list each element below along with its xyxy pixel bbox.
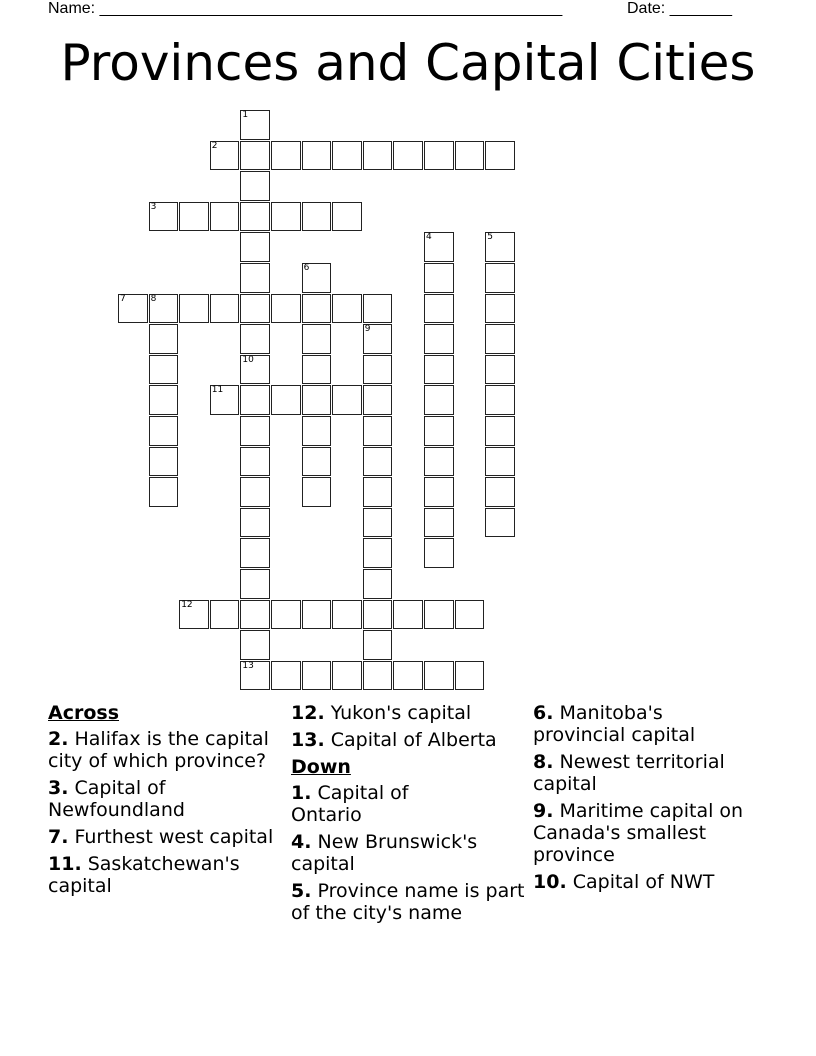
grid-cell[interactable] — [363, 355, 393, 385]
grid-cell[interactable] — [424, 447, 454, 477]
grid-cell[interactable] — [240, 447, 270, 477]
grid-cell[interactable] — [118, 294, 148, 324]
grid-cell[interactable] — [363, 630, 393, 660]
grid-cell[interactable] — [485, 141, 515, 171]
grid-cell[interactable] — [302, 324, 332, 354]
grid-cell[interactable] — [240, 630, 270, 660]
clue-across-13: 13. Capital of Alberta — [291, 729, 497, 751]
grid-cell[interactable] — [332, 385, 362, 415]
grid-cell[interactable] — [240, 385, 270, 415]
grid-cell[interactable] — [179, 294, 209, 324]
down-heading: Down — [291, 756, 351, 778]
grid-cell[interactable] — [149, 385, 179, 415]
clue-number-label: 7 — [120, 293, 126, 304]
clue-across-7: 7. Furthest west capital — [48, 826, 274, 848]
grid-cell[interactable] — [485, 508, 515, 538]
grid-cell[interactable] — [363, 294, 393, 324]
clue-down-1: 1. Capital of Ontario — [291, 782, 409, 826]
grid-cell[interactable] — [424, 661, 454, 691]
grid-cell[interactable] — [240, 294, 270, 324]
grid-cell[interactable] — [363, 477, 393, 507]
grid-cell[interactable] — [363, 385, 393, 415]
clue-number-label: 6 — [303, 263, 310, 273]
date-field-label: Date: _______ — [627, 0, 732, 17]
clue-number-label: 12 — [181, 599, 193, 610]
grid-cell[interactable] — [210, 385, 240, 415]
grid-cell[interactable] — [271, 661, 301, 691]
clue-number-label: 1 — [242, 110, 249, 120]
grid-cell[interactable] — [332, 294, 362, 324]
grid-cell[interactable] — [240, 171, 270, 201]
grid-cell[interactable] — [302, 385, 332, 415]
grid-cell[interactable] — [332, 202, 362, 232]
grid-cell[interactable] — [240, 477, 270, 507]
grid-cell[interactable] — [240, 538, 270, 568]
grid-cell[interactable] — [302, 600, 332, 630]
grid-cell[interactable] — [240, 110, 270, 140]
grid-cell[interactable] — [302, 416, 332, 446]
grid-cell[interactable] — [332, 661, 362, 691]
grid-cell[interactable] — [424, 538, 454, 568]
grid-cell[interactable] — [363, 569, 393, 599]
grid-cell[interactable] — [424, 263, 454, 293]
grid-cell[interactable] — [149, 324, 179, 354]
grid-cell[interactable] — [485, 263, 515, 293]
grid-cell[interactable] — [271, 294, 301, 324]
grid-cell[interactable] — [332, 600, 362, 630]
clue-across-12: 12. Yukon's capital — [291, 702, 472, 724]
grid-cell[interactable] — [240, 600, 270, 630]
clue-number-label: 10 — [242, 354, 254, 365]
grid-cell[interactable] — [149, 477, 179, 507]
grid-cell[interactable] — [363, 324, 393, 354]
grid-cell[interactable] — [485, 477, 515, 507]
grid-cell[interactable] — [363, 600, 393, 630]
grid-cell[interactable] — [149, 447, 179, 477]
grid-cell[interactable] — [240, 202, 270, 232]
grid-cell[interactable] — [240, 661, 270, 691]
grid-cell[interactable] — [424, 141, 454, 171]
clue-number-label: 9 — [364, 324, 371, 335]
grid-cell[interactable] — [332, 141, 362, 171]
grid-cell[interactable] — [485, 294, 515, 324]
grid-cell[interactable] — [210, 600, 240, 630]
grid-cell[interactable] — [149, 355, 179, 385]
grid-cell[interactable] — [424, 477, 454, 507]
grid-cell[interactable] — [455, 141, 485, 171]
grid-cell[interactable] — [485, 324, 515, 354]
clue-across-2: 2. Halifax is the capital city of which province? — [48, 728, 269, 772]
grid-cell[interactable] — [240, 355, 270, 385]
grid-cell[interactable] — [240, 141, 270, 171]
grid-cell[interactable] — [302, 202, 332, 232]
grid-cell[interactable] — [179, 202, 209, 232]
grid-cell[interactable] — [393, 141, 423, 171]
clue-number-label: 11 — [211, 385, 224, 396]
clue-number-label: 8 — [150, 293, 157, 304]
grid-cell[interactable] — [424, 600, 454, 630]
grid-cell[interactable] — [149, 202, 179, 232]
grid-cell[interactable] — [393, 661, 423, 691]
clue-down-8: 8. Newest territorial capital — [533, 751, 725, 795]
grid-cell[interactable] — [424, 416, 454, 446]
clue-down-5: 5. Province name is part of the city's name — [291, 880, 525, 924]
grid-cell[interactable] — [271, 600, 301, 630]
grid-cell[interactable] — [485, 355, 515, 385]
grid-cell[interactable] — [424, 294, 454, 324]
grid-cell[interactable] — [210, 294, 240, 324]
grid-cell[interactable] — [363, 538, 393, 568]
clue-across-3: 3. Capital of Newfoundland — [48, 777, 185, 821]
clue-number-label: 2 — [211, 140, 218, 151]
grid-cell[interactable] — [302, 477, 332, 507]
grid-cell[interactable] — [302, 447, 332, 477]
grid-cell[interactable] — [179, 600, 209, 630]
grid-cell[interactable] — [149, 294, 179, 324]
grid-cell[interactable] — [271, 202, 301, 232]
grid-cell[interactable] — [271, 141, 301, 171]
name-field-label: Name: ____________________________________________________ — [48, 0, 563, 17]
grid-cell[interactable] — [240, 324, 270, 354]
grid-cell[interactable] — [240, 232, 270, 262]
grid-cell[interactable] — [455, 661, 485, 691]
clues-column-2 — [291, 702, 527, 929]
grid-cell[interactable] — [363, 661, 393, 691]
grid-cell[interactable] — [363, 447, 393, 477]
grid-cell[interactable] — [149, 416, 179, 446]
grid-cell[interactable] — [240, 416, 270, 446]
clue-number-label: 3 — [150, 201, 157, 212]
page-title: Provinces and Capital Cities — [60, 34, 756, 92]
grid-cell[interactable] — [485, 232, 515, 262]
grid-cell[interactable] — [302, 263, 332, 293]
clues-column-1 — [48, 702, 284, 902]
clue-number-label: 4 — [426, 232, 432, 243]
across-heading: Across — [48, 702, 120, 724]
clue-across-11: 11. Saskatchewan's capital — [48, 853, 240, 897]
grid-cell[interactable] — [363, 141, 393, 171]
clue-number-label: 5 — [487, 232, 493, 243]
grid-cell[interactable] — [485, 416, 515, 446]
clue-down-4: 4. New Brunswick's capital — [291, 831, 478, 875]
grid-cell[interactable] — [424, 232, 454, 262]
grid-cell[interactable] — [393, 600, 423, 630]
grid-cell[interactable] — [424, 324, 454, 354]
grid-cell[interactable] — [424, 355, 454, 385]
grid-cell[interactable] — [302, 355, 332, 385]
grid-cell[interactable] — [302, 141, 332, 171]
clue-number-label: 13 — [242, 660, 254, 671]
clue-down-6: 6. Manitoba's provincial capital — [533, 702, 696, 746]
grid-cell[interactable] — [485, 447, 515, 477]
clues-column-3 — [533, 702, 773, 898]
grid-cell[interactable] — [302, 294, 332, 324]
grid-cell[interactable] — [455, 600, 485, 630]
grid-cell[interactable] — [210, 141, 240, 171]
grid-cell[interactable] — [363, 416, 393, 446]
grid-cell[interactable] — [424, 385, 454, 415]
grid-cell[interactable] — [485, 385, 515, 415]
grid-cell[interactable] — [424, 508, 454, 538]
grid-cell[interactable] — [240, 508, 270, 538]
grid-cell[interactable] — [240, 263, 270, 293]
grid-cell[interactable] — [210, 202, 240, 232]
grid-cell[interactable] — [363, 508, 393, 538]
clue-down-9: 9. Maritime capital on Canada's smallest province — [533, 800, 744, 866]
clue-down-10: 10. Capital of NWT — [533, 871, 715, 893]
grid-cell[interactable] — [271, 385, 301, 415]
grid-cell[interactable] — [302, 661, 332, 691]
grid-cell[interactable] — [240, 569, 270, 599]
